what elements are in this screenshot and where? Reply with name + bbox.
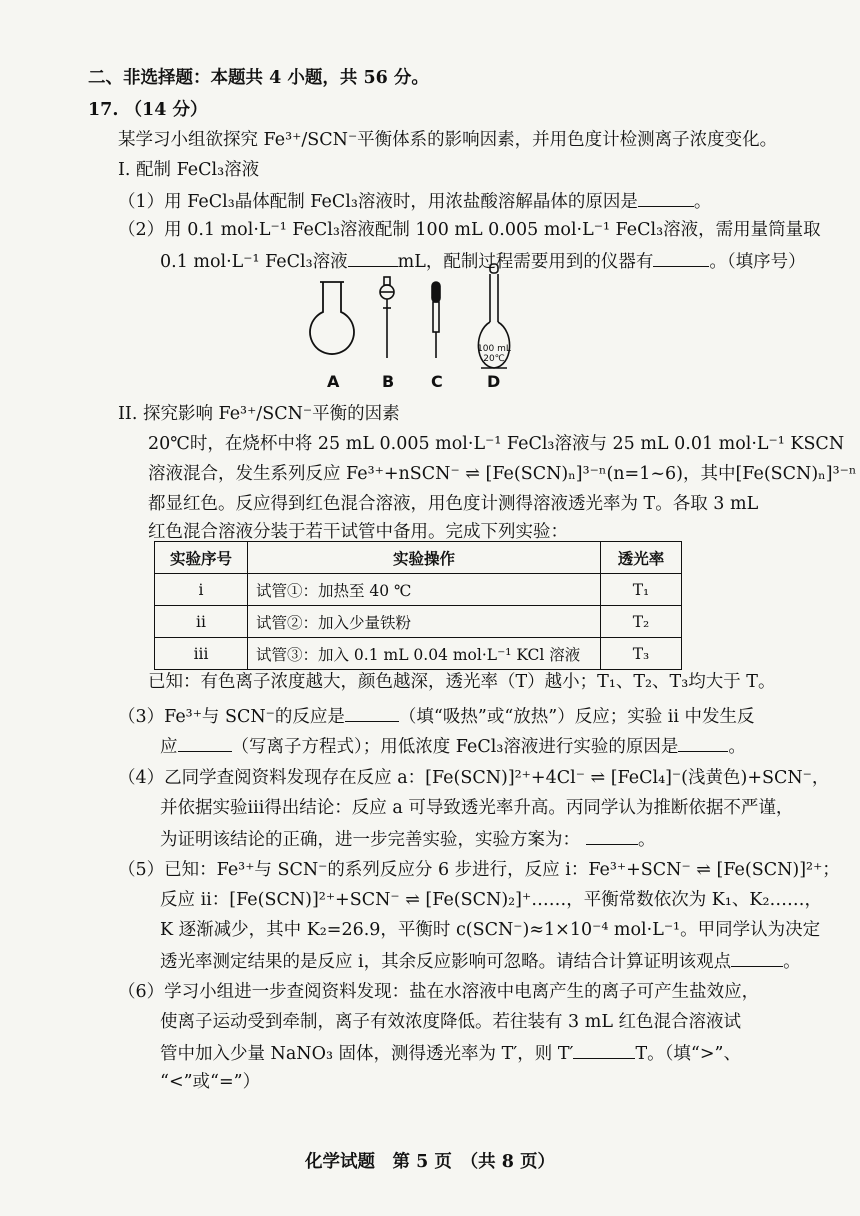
q4-text-4: 。 [638, 830, 656, 850]
q6-text-4: T。（填“>”、 [635, 1044, 741, 1064]
answer-blank [678, 733, 728, 752]
q5-line-3: K 逐渐减少，其中 K₂=26.9，平衡时 c(SCN⁻)≈1×10⁻⁴ mol·L⁻¹。甲同学认为决定 [160, 920, 821, 940]
label-a: A [327, 372, 340, 391]
q3-text-3: 应 [160, 737, 178, 757]
q1-end: 。 [693, 192, 712, 212]
row-no: i [155, 574, 248, 606]
answer-blank [653, 248, 709, 267]
row-no: ii [155, 606, 248, 638]
q1-line [118, 188, 711, 214]
row-operation: 试管③：加入 0.1 mL 0.04 mol·L⁻¹ KCl 溶液 [248, 638, 601, 670]
burette-icon [380, 277, 394, 358]
q1-text: （1）用 FeCl₃晶体配制 FeCl₃溶液时，用浓盐酸溶解晶体的原因是 [118, 192, 638, 212]
part1-title: I. 配制 FeCl₃溶液 [118, 160, 260, 180]
round-flask-icon [310, 282, 354, 354]
header-operation: 实验操作 [248, 542, 601, 574]
answer-blank [638, 188, 694, 207]
q2-line-a: （2）用 0.1 mol·L⁻¹ FeCl₃溶液配制 100 mL 0.005 mol·L⁻¹ FeCl₃溶液，需用量筒量取 [118, 220, 821, 240]
part2-paragraph-2: 溶液混合，发生系列反应 Fe³⁺+nSCN⁻ ⇌ [Fe(SCN)ₙ]³⁻ⁿ(n=1~6)，其中[Fe(SCN)ₙ]³⁻ⁿ [148, 464, 857, 484]
q4-line-3 [160, 826, 656, 852]
part2-title: II. 探究影响 Fe³⁺/SCN⁻平衡的因素 [118, 404, 400, 424]
question-number: 17. （14 分） [88, 100, 208, 120]
answer-blank [586, 826, 638, 845]
q6-line-4: “<”或“=”） [160, 1072, 261, 1092]
flask-capacity: 100 mL [477, 344, 511, 354]
table-row [155, 606, 682, 638]
dropper-icon [432, 282, 440, 358]
q6-line-1: （6）学习小组进一步查阅资料发现：盐在水溶液中电离产生的离子可产生盐效应， [118, 982, 760, 1002]
q3-text-4: （写离子方程式）；用低浓度 FeCl₃溶液进行实验的原因是 [231, 737, 679, 757]
q5-text-4: 透光率测定结果的是反应 i，其余反应影响可忽略。请结合计算证明该观点 [160, 952, 732, 972]
part2-paragraph-3: 都显红色。反应得到红色混合溶液，用色度计测得溶液透光率为 T。各取 3 mL [148, 494, 759, 514]
q3-text-2: （填“吸热”或“放热”）反应；实验 ii 中发生反 [398, 707, 755, 727]
answer-blank [178, 733, 232, 752]
row-operation: 试管①：加热至 40 ℃ [248, 574, 601, 606]
row-transmittance: T₃ [601, 638, 682, 670]
question-intro: 某学习小组欲探究 Fe³⁺/SCN⁻平衡体系的影响因素，并用色度计检测离子浓度变化。 [118, 130, 778, 150]
q2-text-2: mL，配制过程需要用到的仪器有 [397, 252, 654, 272]
q3-line-a [118, 703, 755, 729]
page-footer: 化学试题 第 5 页 （共 8 页） [305, 1152, 555, 1172]
instruments-figure [295, 262, 535, 394]
q5-line-1: （5）已知：Fe³⁺与 SCN⁻的系列反应分 6 步进行，反应 i：Fe³⁺+SCN⁻ ⇌ [Fe(SCN)]²⁺； [118, 860, 840, 880]
part2-paragraph-4: 红色混合溶液分装于若干试管中备用。完成下列实验： [148, 522, 568, 542]
table-row [155, 574, 682, 606]
q4-line-2: 并依据实验iii得出结论：反应 a 可导致透光率升高。丙同学认为推断依据不严谨， [160, 798, 794, 818]
header-no: 实验序号 [155, 542, 248, 574]
part2-paragraph-1: 20℃时，在烧杯中将 25 mL 0.005 mol·L⁻¹ FeCl₃溶液与 25 mL 0.01 mol·L⁻¹ KSCN [148, 434, 845, 454]
q6-line-3 [160, 1040, 741, 1066]
q2-text-1: 0.1 mol·L⁻¹ FeCl₃溶液 [160, 252, 348, 272]
answer-blank [573, 1040, 635, 1059]
q6-line-2: 使离子运动受到牵制，离子有效浓度降低。若往装有 3 mL 红色混合溶液试 [160, 1012, 742, 1032]
q3-text-1: （3）Fe³⁺与 SCN⁻的反应是 [118, 707, 345, 727]
label-c: C [431, 372, 443, 391]
section-heading: 二、非选择题：本题共 4 小题，共 56 分。 [88, 68, 429, 88]
row-transmittance: T₂ [601, 606, 682, 638]
answer-blank [731, 948, 783, 967]
table-row [155, 638, 682, 670]
header-transmittance: 透光率 [601, 542, 682, 574]
label-b: B [382, 372, 395, 391]
known-note: 已知：有色离子浓度越大，颜色越深，透光率（T）越小；T₁、T₂、T₃均大于 T。 [148, 672, 776, 692]
answer-blank [345, 703, 399, 722]
q3-line-b [160, 733, 746, 759]
row-operation: 试管②：加入少量铁粉 [248, 606, 601, 638]
q4-line-1: （4）乙同学查阅资料发现存在反应 a：[Fe(SCN)]²⁺+4Cl⁻ ⇌ [FeCl₄]⁻(浅黄色)+SCN⁻， [118, 768, 830, 788]
flask-temperature: 20℃ [483, 354, 505, 364]
label-d: D [487, 372, 501, 391]
q3-text-5: 。 [728, 737, 746, 757]
row-no: iii [155, 638, 248, 670]
q2-text-3: 。（填序号） [709, 252, 806, 272]
q4-text-3: 为证明该结论的正确，进一步完善实验，实验方案为： [160, 830, 580, 850]
experiment-table [154, 541, 682, 670]
row-transmittance: T₁ [601, 574, 682, 606]
q5-text-5: 。 [783, 952, 801, 972]
table-header-row [155, 542, 682, 574]
q5-line-2: 反应 ii：[Fe(SCN)]²⁺+SCN⁻ ⇌ [Fe(SCN)₂]⁺……，平衡常数依次为 K₁、K₂……， [160, 890, 822, 910]
q5-line-4 [160, 948, 801, 974]
q6-text-3: 管中加入少量 NaNO₃ 固体，测得透光率为 T′，则 T′ [160, 1044, 574, 1064]
